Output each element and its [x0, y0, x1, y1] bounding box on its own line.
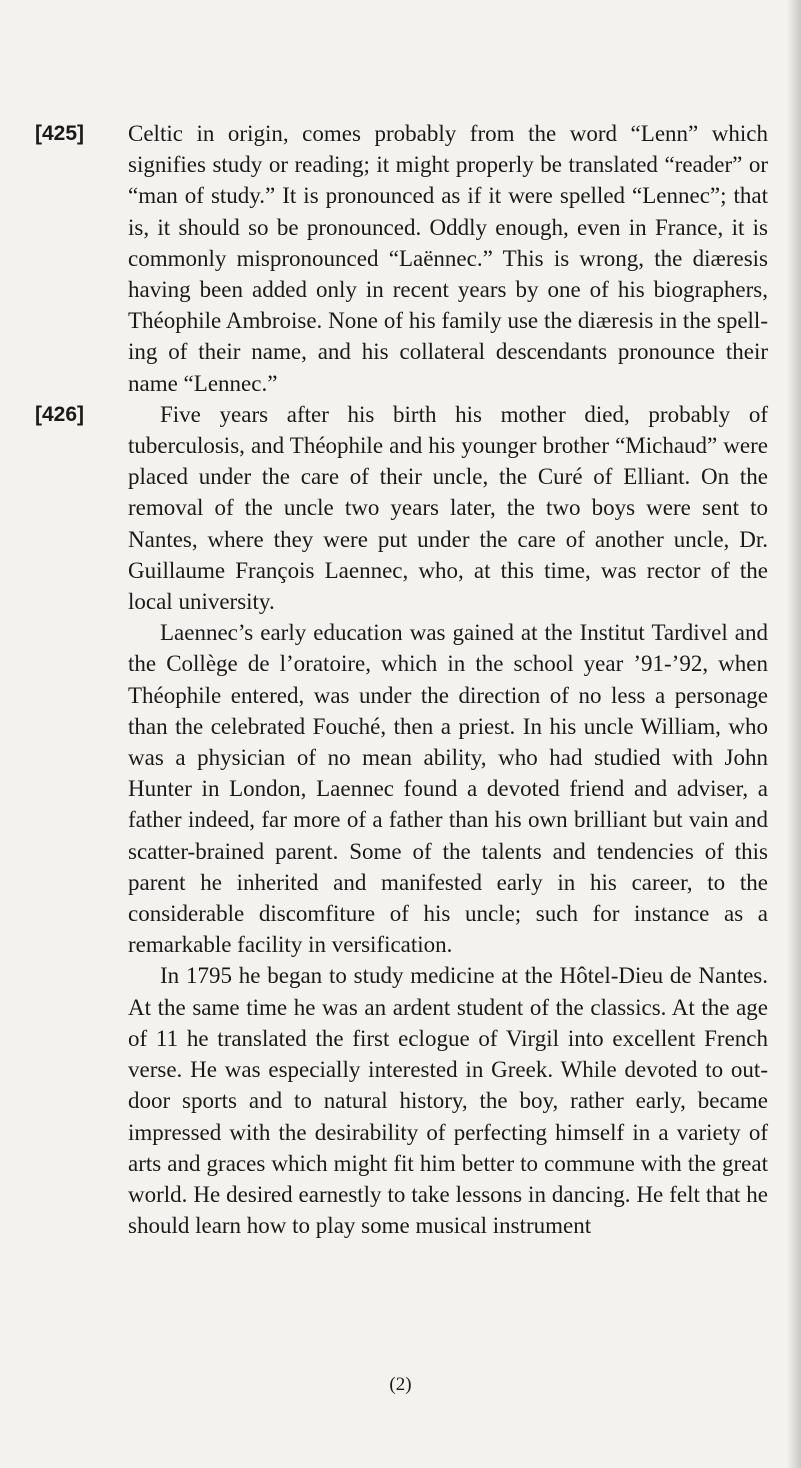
paragraph-1-text: Celtic in origin, comes probably from the word “Lenn” which signifies study or reading; it might properly be translated “reader” or “man of study.” It is pronounced as if it were spelled “Lennec”; that is, it should so be pronounced. Oddly enough, even in France, it is commonly mispronounced “Laënnec.” This is wrong, the diæresis having been added only in recent years by one of his biographers, Théophile Ambroise. None of his family use the diæresis in the spelling of their name, and his collateral descendants pronounce their name “Lennec.”: [128, 121, 768, 396]
paragraph-marker-426: [426]: [35, 402, 85, 426]
paragraph-4: [128, 960, 768, 1241]
paragraph-1: [35, 118, 768, 399]
paragraph-3-text: Laennec’s early education was gained at the Institut Tardivel and the Collège de l’oratoire, which in the school year ’91-’92, when Théophile entered, was under the direction of no less a personage than the celebrated Fouché, then a priest. In his uncle William, who was a physician of no mean ability, who had studied with John Hunter in London, Laennec found a devoted friend and adviser, a father indeed, far more of a father than his own brilliant but vain and scatter-brained parent. Some of the talents and tendencies of this parent he inherited and manifested early in his career, to the considerable discomfiture of his uncle; such for instance as a remarkable facility in versification.: [128, 620, 768, 958]
body-text: [35, 118, 768, 1241]
paragraph-marker-425: [425]: [35, 122, 85, 145]
page-number: (2): [389, 1374, 412, 1395]
paragraph-3: [128, 617, 768, 960]
paragraph-2-text: Five years after his birth his mother died, probably of tuberculosis, and Théophile and his younger brother “Michaud” were placed under the care of their uncle, the Curé of Elliant. On the removal of the uncle two years later, the two boys were sent to Nantes, where they were put under the care of another uncle, Dr. Guillaume François Laennec, who, at this time, was rector of the local university.: [128, 401, 768, 615]
page-edge-shadow: [787, 0, 801, 1468]
paragraph-4-text: In 1795 he began to study medicine at the Hôtel-Dieu de Nantes. At the same time he was an ardent student of the classics. At the age of 11 he translated the first eclogue of Virgil into excellent French verse. He was especially interested in Greek. While devoted to out-door sports and to natural history, the boy, rather early, became impressed with the desirability of perfecting himself in a variety of arts and graces which might fit him better to commune with the great world. He desired earnestly to take lessons in dancing. He felt that he should learn how to play some musical instrument: [128, 963, 768, 1239]
paragraph-2: [35, 399, 768, 617]
